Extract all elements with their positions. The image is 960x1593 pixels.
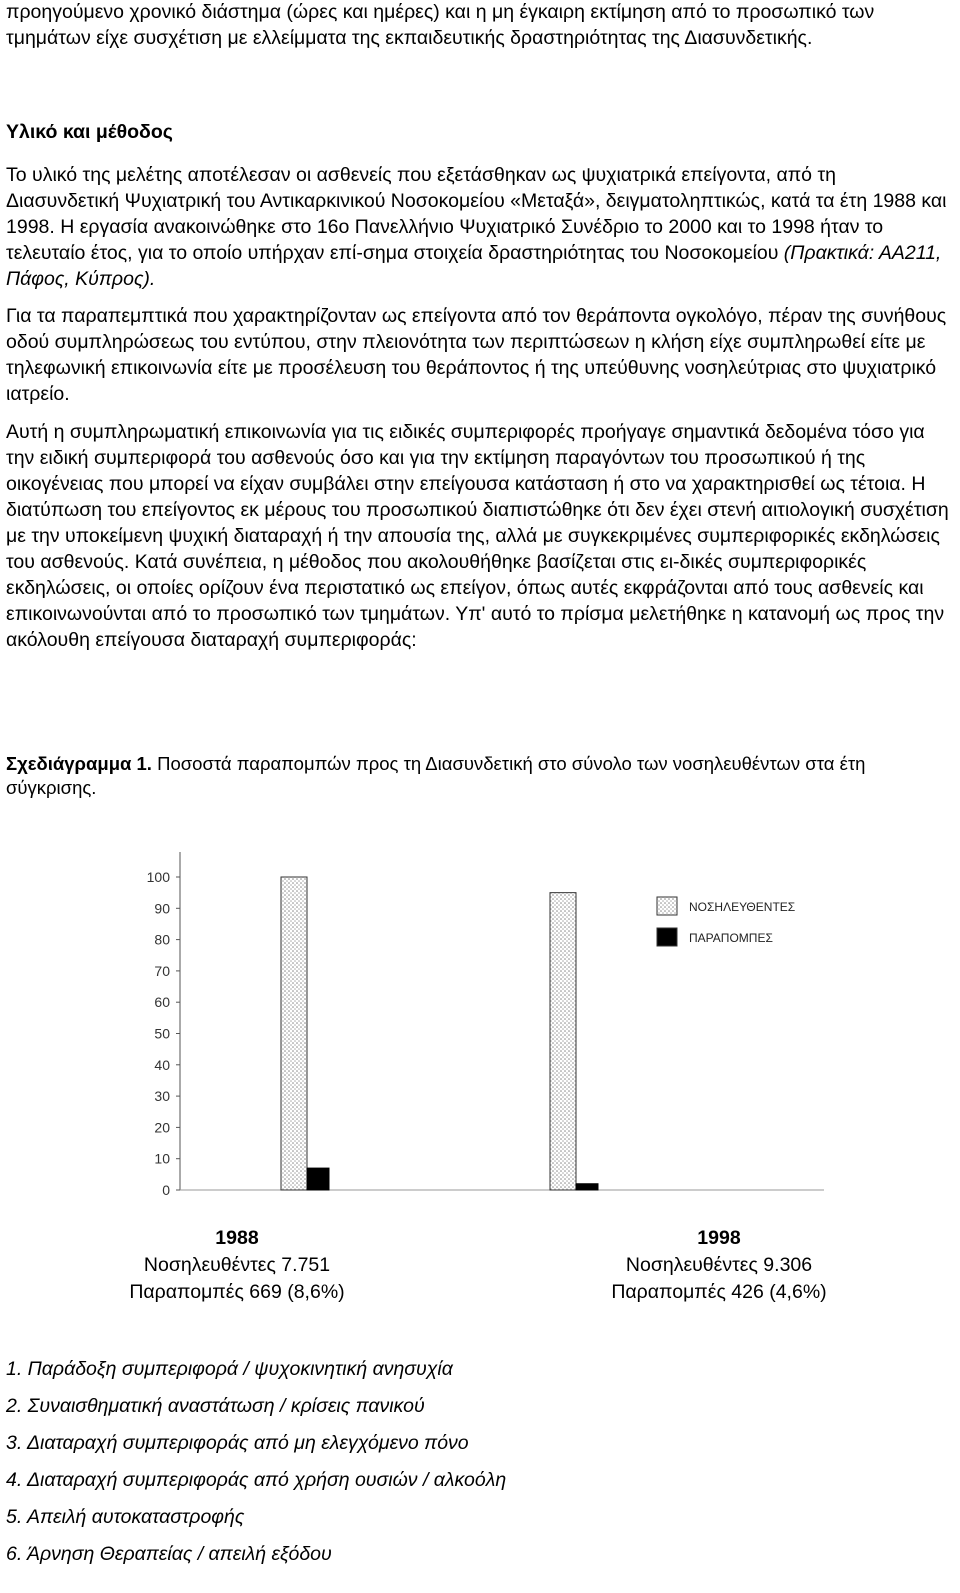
bar-referrals-1988 [307, 1168, 329, 1190]
y-tick-label: 0 [162, 1182, 170, 1198]
y-tick-label: 40 [154, 1056, 170, 1073]
y-tick-label: 100 [146, 869, 170, 885]
behavior-list [6, 1356, 506, 1578]
y-tick-label: 50 [154, 1025, 170, 1042]
referrals-count: Παραπομπές 669 (8,6%) [129, 1281, 345, 1303]
bar-chart [136, 850, 836, 1202]
intro-paragraph: προηγούμενο χρονικό διάστημα (ώρες και ημέρες) και η μη έγκαιρη εκτίμηση από το προσωπικό των τμημάτων είχε συσχέτιση με ελλείμματα της εκπαιδευτικής δραστηριότητας της Διασυνδετικής. [6, 1, 875, 49]
y-tick-label: 60 [154, 994, 170, 1011]
paragraph-method: Αυτή η συμπληρωματική επικοινωνία για τις ειδικές συμπεριφορές προήγαγε σημαντικά δεδομένα τόσο για την ειδική συμπεριφορά του ασθενούς όσο και για την εκτίμηση παραγόντων του προσωπικού ή της οικογένειας που μπορεί να είχαν συμβάλει στην επείγουσα κατάσταση ή στο να χαρακτηρισθεί ως τέτοια. Η διατύπωση του επείγοντος εκ μέρους του προσωπικού διαπιστώθηκε ότι δεν έχει στενή αιτιολογική συσχέτιση με την υποκείμενη ψυχική διαταραχή ή την απουσία της, αλλά με συγκεκριμένες συμπεριφορικές εκδηλώσεις του ασθενούς. Κατά συνέπεια, η μέθοδος που ακολουθήθηκε βασίζεται στις ει-δικές συμπεριφορικές εκδηλώσεις, οι οποίες ορίζουν ένα περιστατικό ως επείγον, όπως αυτές εκφράζονται από τους ασθενείς και επικοινωνούνται από το προσωπικό των τμημάτων. Υπ' αυτό το πρίσμα μελετήθηκε η κατανομή ως προς την ακόλουθη επείγουσα διαταραχή συμπεριφοράς: [6, 421, 949, 651]
bar-referrals-1998 [576, 1184, 598, 1190]
inpatients-count: Νοσηλευθέντες 7.751 [143, 1254, 331, 1276]
year-summary-1998 [584, 1225, 854, 1306]
y-tick-label: 20 [154, 1119, 170, 1136]
list-item: 4. Διαταραχή συμπεριφοράς από χρήση ουσιών / αλκοόλη [6, 1469, 507, 1491]
paragraph-referrals: Για τα παραπεμπτικά που χαρακτηρίζονταν ως επείγοντα από τον θεράποντα ογκολόγο, πέραν της συνήθους οδού συμπληρώσεως του εντύπου, στην πλειονότητα των περιπτώσεων η κλήση είχε συμπληρωθεί είτε με τηλεφωνική επικοινωνία είτε με προσέλευση του θεράποντος ή της υπεύθυνης νοσηλεύτριας στο ψυχιατρικό ιατρείο. [6, 305, 947, 405]
figure-caption-text: Ποσοστά παραπομπών προς τη Διασυνδετική στο σύνολο των νοσηλευθέντων στα έτη σύγκρισης. [6, 753, 866, 798]
y-tick-label: 70 [154, 962, 170, 979]
legend-swatch [657, 897, 677, 915]
paragraph-material-text: Το υλικό της μελέτης αποτέλεσαν οι ασθενείς που εξετάσθηκαν ως ψυχιατρικά επείγοντα, από τη Διασυνδετική Ψυχιατρική του Αντικαρκινικού Νοσοκομείου «Μεταξά», δειγματοληπτικώς, κατά τα έτη 1988 και 1998. Η εργασία ανακοινώθηκε στο 16ο Πανελλήνιο Ψυχιατρικό Συνέδριο το 2000 και το 1998 ήταν το τελευταίο έτος, για το οποίο υπήρχαν επί-σημα στοιχεία δραστηριότητας του Νοσοκομείου [6, 164, 947, 264]
year-label: 1998 [697, 1227, 741, 1249]
section-heading: Υλικό και μέθοδος [6, 121, 173, 143]
bar-inpatients-1988 [281, 877, 307, 1190]
list-item: 2. Συναισθηματική αναστάτωση / κρίσεις πανικού [6, 1395, 425, 1417]
y-tick-label: 30 [154, 1088, 170, 1105]
y-tick-label: 90 [154, 900, 170, 917]
list-item: 5. Απειλή αυτοκαταστροφής [6, 1506, 245, 1528]
bar-inpatients-1998 [550, 893, 576, 1190]
referrals-count: Παραπομπές 426 (4,6%) [611, 1281, 827, 1303]
year-label: 1988 [215, 1227, 259, 1249]
inpatients-count: Νοσηλευθέντες 9.306 [625, 1254, 813, 1276]
list-item: 3. Διαταραχή συμπεριφοράς από μη ελεγχόμενο πόνο [6, 1432, 469, 1454]
figure-caption [6, 752, 950, 800]
y-tick-label: 10 [154, 1150, 170, 1167]
legend-label: ΝΟΣΗΛΕΥΘΕΝΤΕΣ [689, 900, 796, 914]
year-summary-1988 [102, 1225, 372, 1306]
legend-label: ΠΑΡΑΠΟΜΠΕΣ [689, 931, 773, 945]
legend-swatch [657, 928, 677, 946]
list-item: 6. Άρνηση Θεραπείας / απειλή εξόδου [6, 1543, 332, 1565]
y-tick-label: 80 [154, 931, 170, 948]
paragraph-material [6, 162, 950, 292]
paragraph-material-citation: (Πρακτικά: ΑΑ211, Πάφος, Κύπρος). [6, 242, 942, 290]
figure-caption-label: Σχεδιάγραμμα 1. [6, 753, 152, 774]
list-item: 1. Παράδοξη συμπεριφορά / ψυχοκινητική ανησυχία [6, 1358, 453, 1380]
